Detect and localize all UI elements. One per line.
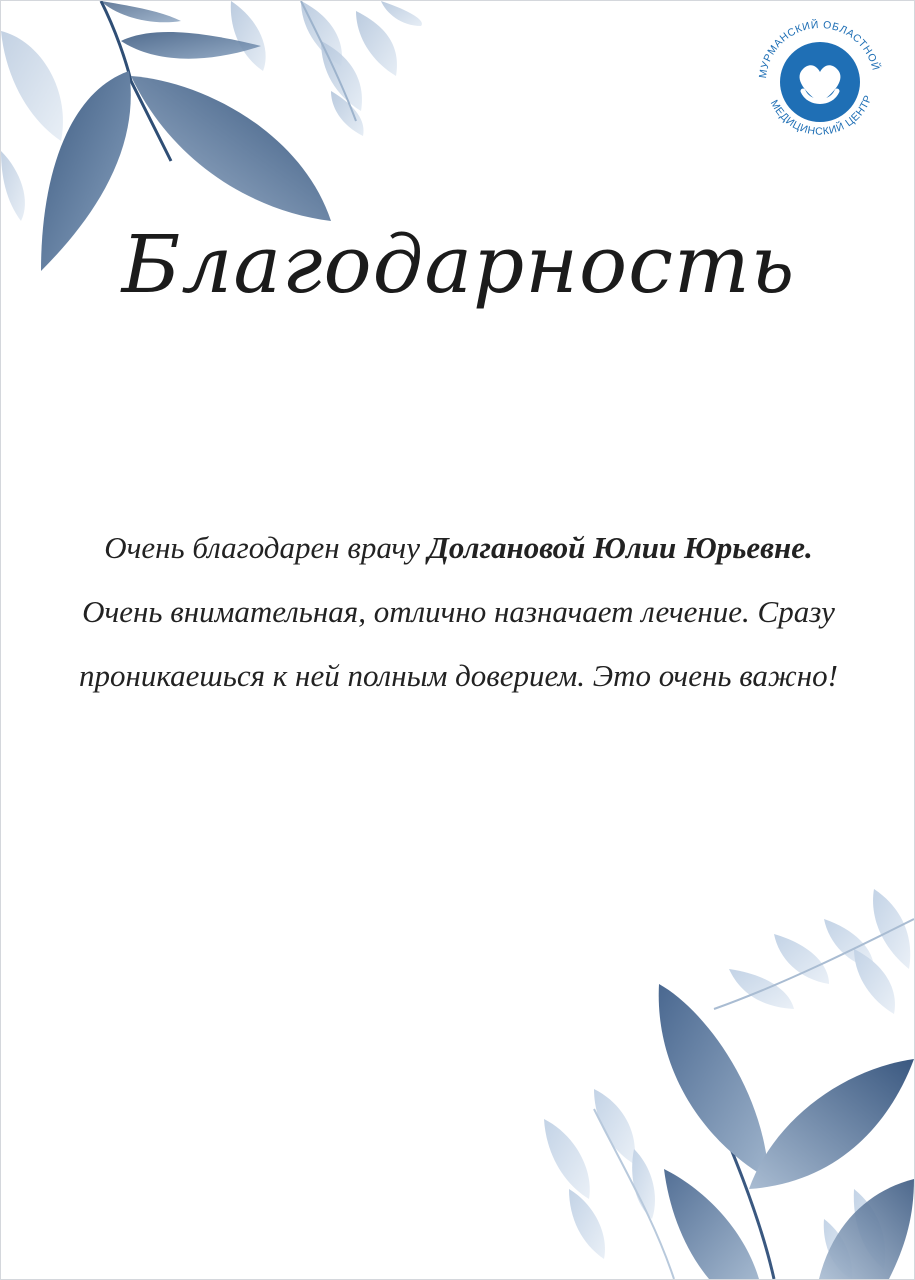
doctor-name: Долгановой Юлии Юрьевне. <box>427 530 813 565</box>
leaves-bottom-right-decoration <box>534 889 914 1279</box>
logo-text-top: МУРМАНСКИЙ ОБЛАСТНОЙ <box>757 19 882 80</box>
message-line-3: проникаешься к ней полным доверием. Это очень важно! <box>79 658 838 693</box>
message-line-2: Очень внимательная, отлично назначает лечение. Сразу <box>82 594 835 629</box>
medical-center-logo <box>757 19 883 145</box>
message-line-1 <box>41 516 876 580</box>
logo-text-bottom: МЕДИЦИНСКИЙ ЦЕНТР <box>767 93 875 138</box>
message-prefix: Очень благодарен врачу <box>104 530 420 565</box>
thanks-message <box>41 516 876 708</box>
page-title: Благодарность <box>121 218 796 311</box>
